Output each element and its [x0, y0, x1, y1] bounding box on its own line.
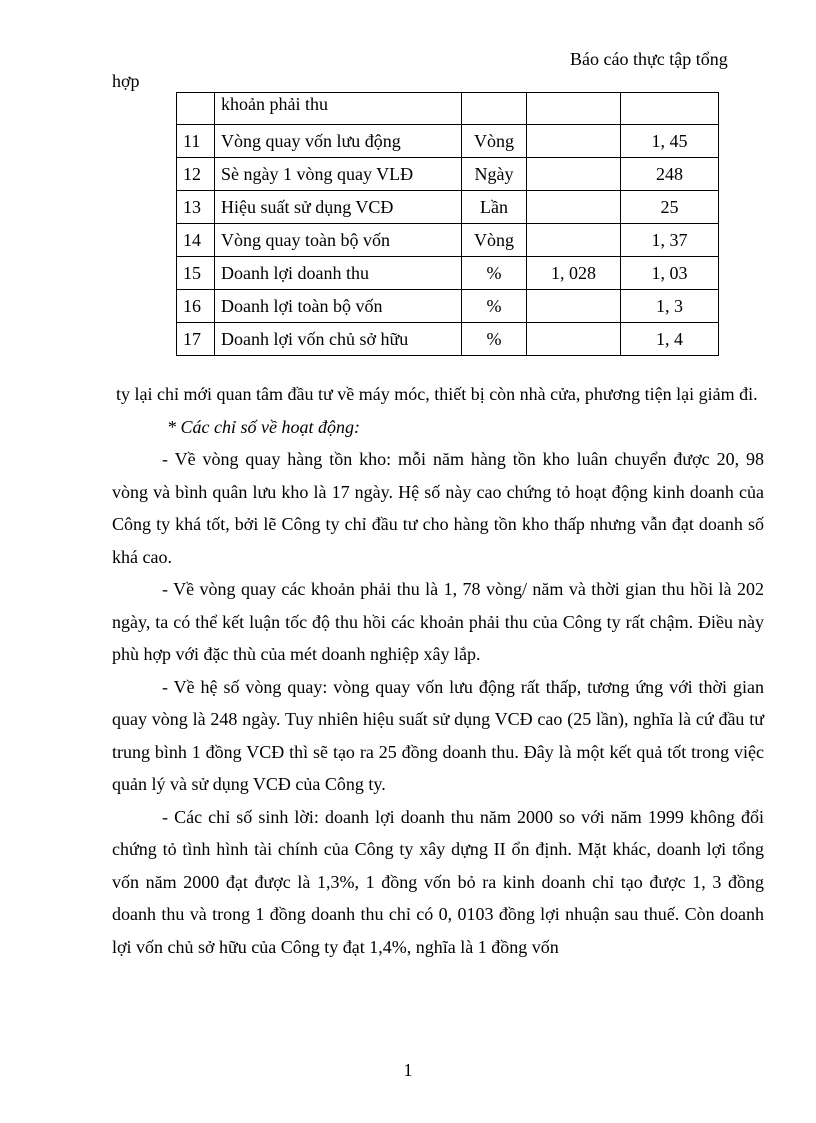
cell-unit: % [462, 257, 527, 290]
cell-cur-year: 1, 37 [621, 224, 719, 257]
cell-unit: Ngày [462, 158, 527, 191]
page-number: 1 [403, 1060, 413, 1080]
cell-indicator: Doanh lợi toàn bộ vốn [215, 290, 462, 323]
cell-no: 17 [177, 323, 215, 356]
cell-unit: Lần [462, 191, 527, 224]
cell-unit: Vòng [462, 224, 527, 257]
cell-prev-year [527, 158, 621, 191]
paragraph-continuation: ty lại chỉ mới quan tâm đầu tư về máy móc, thiết bị còn nhà cửa, phương tiện lại giảm đi. [116, 384, 758, 404]
paragraph-capital-turnover: - Về hệ số vòng quay: vòng quay vốn lưu động rất thấp, tương ứng với thời gian quay vòng là 248 ngày. Tuy nhiên hiệu suất sử dụng VCĐ cao (25 lần), nghĩa là cứ đầu tư trung bình 1 đồng VCĐ thì sẽ tạo ra 25 đồng doanh thu. Đây là một kết quả tốt trong việc quản lý và sử dụng VCĐ của Công ty. [112, 676, 764, 794]
cell-prev-year [527, 93, 621, 125]
cell-no: 11 [177, 125, 215, 158]
section-heading-activity-ratios: * Các chỉ số về hoạt động: [167, 416, 360, 437]
cell-unit: % [462, 323, 527, 356]
cell-no: 12 [177, 158, 215, 191]
cell-unit [462, 93, 527, 125]
table-row [177, 323, 719, 356]
cell-prev-year [527, 290, 621, 323]
table-row [177, 290, 719, 323]
cell-prev-year [527, 323, 621, 356]
cell-unit: Vòng [462, 125, 527, 158]
table-row [177, 125, 719, 158]
report-body [112, 378, 764, 963]
cell-indicator: Vòng quay vốn lưu động [215, 125, 462, 158]
cell-no [177, 93, 215, 125]
cell-no: 16 [177, 290, 215, 323]
cell-cur-year: 1, 3 [621, 290, 719, 323]
cell-prev-year [527, 224, 621, 257]
cell-prev-year: 1, 028 [527, 257, 621, 290]
cell-prev-year [527, 125, 621, 158]
table-row [177, 224, 719, 257]
cell-prev-year [527, 191, 621, 224]
cell-cur-year: 1, 03 [621, 257, 719, 290]
report-header-title-continued: hợp [112, 71, 140, 91]
paragraph-profitability: - Các chỉ số sinh lời: doanh lợi doanh thu năm 2000 so với năm 1999 không đổi chứng tỏ tình hình tài chính của Công ty xây dựng II ổn định. Mặt khác, doanh lợi tổng vốn năm 2000 đạt được là 1,3%, 1 đồng vốn bỏ ra kinh doanh chỉ tạo được 1, 3 đồng doanh thu và trong 1 đồng doanh thu chỉ có 0, 0103 đồng lợi nhuận sau thuế. Còn doanh lợi vốn chủ sở hữu của Công ty đạt 1,4%, nghĩa là 1 đồng vốn [112, 806, 764, 957]
cell-no: 13 [177, 191, 215, 224]
cell-unit: % [462, 290, 527, 323]
cell-indicator: Sè ngày 1 vòng quay VLĐ [215, 158, 462, 191]
report-header-title: Báo cáo thực tập tổng [570, 49, 728, 69]
cell-indicator: Doanh lợi doanh thu [215, 257, 462, 290]
cell-cur-year: 25 [621, 191, 719, 224]
cell-cur-year: 1, 45 [621, 125, 719, 158]
cell-indicator: Hiệu suất sử dụng VCĐ [215, 191, 462, 224]
cell-no: 15 [177, 257, 215, 290]
financial-ratios-table [176, 92, 719, 356]
cell-cur-year: 1, 4 [621, 323, 719, 356]
cell-indicator: khoản phải thu [215, 93, 462, 125]
table-row [177, 158, 719, 191]
cell-cur-year: 248 [621, 158, 719, 191]
table-row [177, 93, 719, 125]
paragraph-inventory-turnover: - Về vòng quay hàng tồn kho: mỗi năm hàng tồn kho luân chuyển được 20, 98 vòng và bình quân lưu kho là 17 ngày. Hệ số này cao chứng tỏ hoạt động kinh doanh của Công ty khá tốt, bởi lẽ Công ty chỉ đầu tư cho hàng tồn kho thấp nhưng vẫn đạt doanh số khá cao. [112, 449, 764, 567]
table-row [177, 191, 719, 224]
cell-indicator: Vòng quay toàn bộ vốn [215, 224, 462, 257]
cell-indicator: Doanh lợi vốn chủ sở hữu [215, 323, 462, 356]
table-row [177, 257, 719, 290]
paragraph-receivables-turnover: - Về vòng quay các khoản phải thu là 1, 78 vòng/ năm và thời gian thu hồi là 202 ngày, ta có thể kết luận tốc độ thu hồi các khoản phải thu của Công ty rất chậm. Điều này phù hợp với đặc thù của mét doanh nghiệp xây lắp. [112, 579, 764, 664]
cell-cur-year [621, 93, 719, 125]
cell-no: 14 [177, 224, 215, 257]
